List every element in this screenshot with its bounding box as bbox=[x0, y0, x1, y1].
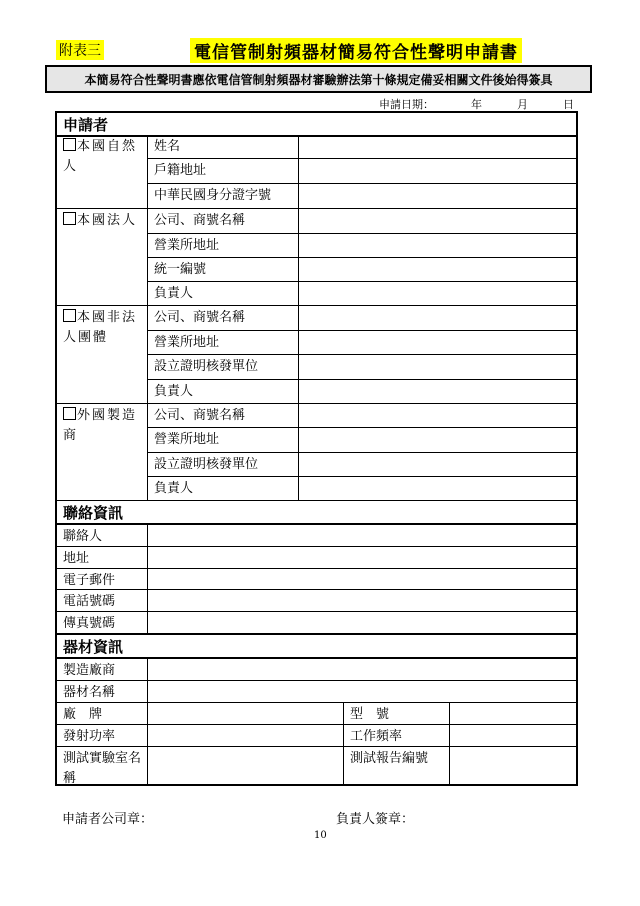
field-label: 營業所地址 bbox=[148, 428, 299, 453]
field-input[interactable] bbox=[450, 747, 576, 784]
field-label: 型 號 bbox=[344, 703, 450, 725]
field-input[interactable] bbox=[450, 725, 576, 747]
field-label: 設立證明核發單位 bbox=[148, 453, 299, 477]
date-month: 月 bbox=[517, 98, 528, 111]
checkbox-unincorporated-group[interactable] bbox=[63, 309, 76, 322]
company-seal-label: 申請者公司章： bbox=[62, 812, 154, 827]
field-label: 傳真號碼 bbox=[57, 612, 148, 634]
field-input[interactable] bbox=[299, 234, 576, 258]
field-label: 負責人 bbox=[148, 477, 299, 501]
field-label: 測試報告編號 bbox=[344, 747, 450, 784]
field-input[interactable] bbox=[299, 380, 576, 404]
field-label: 製造廠商 bbox=[57, 659, 148, 681]
field-input[interactable] bbox=[299, 477, 576, 501]
field-label: 公司、商號名稱 bbox=[148, 404, 299, 428]
equipment-heading: 器材資訊 bbox=[57, 634, 576, 659]
category-domestic-corporation[interactable] bbox=[57, 209, 148, 306]
field-label: 中華民國身分證字號 bbox=[148, 184, 299, 209]
field-input[interactable] bbox=[148, 681, 576, 703]
field-input[interactable] bbox=[299, 282, 576, 306]
category-foreign-manufacturer[interactable] bbox=[57, 404, 148, 501]
application-form bbox=[55, 111, 578, 786]
field-input[interactable] bbox=[148, 525, 576, 547]
field-input[interactable] bbox=[299, 355, 576, 380]
field-label: 地址 bbox=[57, 547, 148, 569]
field-label: 營業所地址 bbox=[148, 331, 299, 355]
category-unincorporated-group[interactable] bbox=[57, 306, 148, 404]
field-label: 設立證明核發單位 bbox=[148, 355, 299, 380]
field-input[interactable] bbox=[299, 209, 576, 234]
date-year: 年 bbox=[471, 98, 482, 111]
field-label: 統一編號 bbox=[148, 258, 299, 282]
category-natural-person[interactable] bbox=[57, 135, 148, 209]
page-number: 10 bbox=[314, 830, 327, 841]
field-label: 器材名稱 bbox=[57, 681, 148, 703]
category-label: 本國自然人 bbox=[63, 139, 138, 174]
category-label: 本國非法人團體 bbox=[63, 310, 138, 345]
field-input[interactable] bbox=[299, 159, 576, 184]
contact-heading: 聯絡資訊 bbox=[57, 500, 576, 525]
field-input[interactable] bbox=[299, 135, 576, 159]
field-label: 聯絡人 bbox=[57, 525, 148, 547]
field-label: 負責人 bbox=[148, 380, 299, 404]
annex-label: 附表三 bbox=[56, 40, 104, 60]
field-input[interactable] bbox=[148, 703, 344, 725]
field-label: 廠 牌 bbox=[57, 703, 148, 725]
field-label: 電子郵件 bbox=[57, 569, 148, 590]
field-label: 測試實驗室名稱 bbox=[57, 747, 148, 784]
checkbox-natural-person[interactable] bbox=[63, 138, 76, 151]
field-input[interactable] bbox=[299, 404, 576, 428]
field-input[interactable] bbox=[299, 331, 576, 355]
field-input[interactable] bbox=[299, 258, 576, 282]
category-label: 本國法人 bbox=[77, 213, 138, 228]
field-input[interactable] bbox=[148, 659, 576, 681]
checkbox-foreign-manufacturer[interactable] bbox=[63, 407, 76, 420]
field-label: 姓名 bbox=[148, 135, 299, 159]
signature-label: 負責人簽章： bbox=[336, 812, 415, 827]
field-input[interactable] bbox=[299, 184, 576, 209]
field-input[interactable] bbox=[148, 590, 576, 612]
date-day: 日 bbox=[563, 98, 574, 111]
application-date-label: 申請日期： bbox=[379, 98, 434, 111]
checkbox-domestic-corporation[interactable] bbox=[63, 212, 76, 225]
notice-text: 本簡易符合性聲明書應依電信管制射頻器材審驗辦法第十條規定備妥相關文件後始得簽具 bbox=[84, 72, 553, 87]
applicant-heading: 申請者 bbox=[57, 113, 576, 137]
field-input[interactable] bbox=[450, 703, 576, 725]
form-title: 電信管制射頻器材簡易符合性聲明申請書 bbox=[190, 38, 522, 63]
field-label: 工作頻率 bbox=[344, 725, 450, 747]
field-label: 公司、商號名稱 bbox=[148, 209, 299, 234]
field-input[interactable] bbox=[148, 725, 344, 747]
application-date bbox=[379, 96, 574, 112]
field-label: 戶籍地址 bbox=[148, 159, 299, 184]
field-label: 營業所地址 bbox=[148, 234, 299, 258]
field-input[interactable] bbox=[148, 747, 344, 784]
field-input[interactable] bbox=[148, 547, 576, 569]
field-input[interactable] bbox=[299, 428, 576, 453]
field-label: 公司、商號名稱 bbox=[148, 306, 299, 331]
field-label: 發射功率 bbox=[57, 725, 148, 747]
field-input[interactable] bbox=[148, 612, 576, 634]
field-label: 電話號碼 bbox=[57, 590, 148, 612]
notice-banner bbox=[45, 65, 592, 93]
field-input[interactable] bbox=[299, 453, 576, 477]
field-input[interactable] bbox=[299, 306, 576, 331]
field-label: 負責人 bbox=[148, 282, 299, 306]
field-input[interactable] bbox=[148, 569, 576, 590]
category-label: 外國製造商 bbox=[63, 408, 138, 443]
